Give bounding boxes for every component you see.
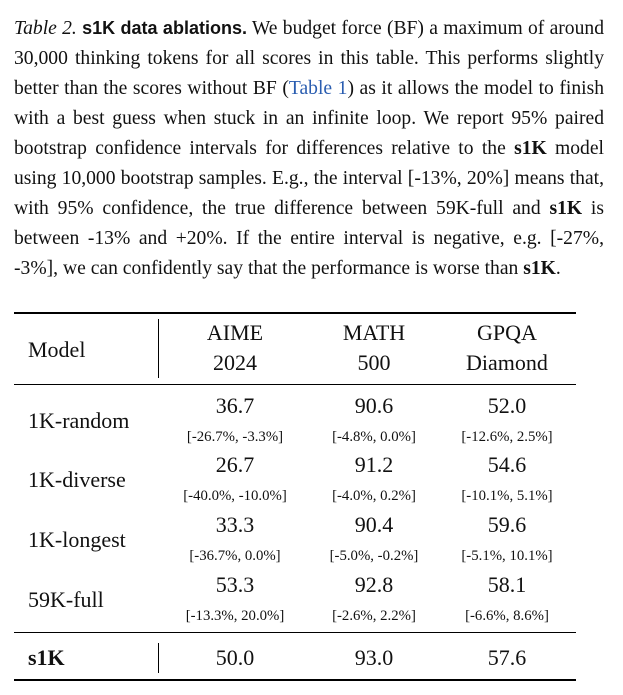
header-aime-line2: 2024 [213, 350, 257, 375]
row-aime-ci: [-40.0%, -10.0%] [183, 488, 287, 504]
caption-text-c: model using 10,000 bootstrap samples. E.g., the interval [-13%, 20%] means that, with 95% confidence, the true difference between 59K-full and [14, 138, 604, 219]
row-math-ci: [-5.0%, -0.2%] [329, 548, 419, 564]
row-gpqa-score: 58.1 [487, 572, 527, 597]
row-aime-score: 36.7 [215, 393, 255, 418]
caption-label: Table 2. [14, 18, 77, 39]
header-gpqa-line2: Diamond [466, 350, 548, 375]
row-math-score: 90.6 [354, 393, 394, 418]
caption-s1k-1: s1K [514, 138, 547, 159]
header-gpqa-line1: GPQA [477, 320, 537, 345]
header-column-separator [158, 319, 159, 378]
row-aime-ci: [-36.7%, 0.0%] [189, 548, 281, 564]
caption-s1k-2: s1K [549, 198, 583, 219]
row-aime-ci: [-13.3%, 20.0%] [185, 608, 285, 624]
row-math-ci: [-2.6%, 2.2%] [332, 608, 416, 624]
row-math-score: 90.4 [354, 512, 394, 537]
row-gpqa-score: 59.6 [487, 512, 527, 537]
table-top-rule [14, 312, 576, 314]
row-gpqa-score: 52.0 [487, 393, 527, 418]
row-model: 1K-random [28, 408, 130, 433]
row-gpqa-ci: [-5.1%, 10.1%] [461, 548, 553, 564]
row-model: 1K-longest [28, 527, 126, 552]
table-1-link[interactable]: Table 1 [288, 78, 348, 99]
row-model: 1K-diverse [28, 467, 126, 492]
header-math-line2: 500 [357, 350, 391, 375]
final-column-separator [158, 643, 159, 673]
caption-text-e: . [555, 258, 561, 279]
row-gpqa-ci: [-10.1%, 5.1%] [461, 488, 553, 504]
header-rule [14, 384, 576, 385]
table-caption [14, 13, 604, 284]
row-gpqa-ci: [-6.6%, 8.6%] [465, 608, 549, 624]
row-gpqa-score: 54.6 [487, 452, 527, 477]
row-gpqa-ci: [-12.6%, 2.5%] [461, 429, 553, 445]
caption-text-b: ) as it allows the model to finish with a best guess when stuck in an infinite loop. We report 95% paired bootstrap confidence intervals for differences relative to the [14, 78, 604, 159]
header-aime-line1: AIME [206, 320, 264, 345]
row-aime-ci: [-26.7%, -3.3%] [186, 429, 284, 445]
row-math-score: 92.8 [354, 572, 394, 597]
row-math-ci: [-4.8%, 0.0%] [332, 429, 416, 445]
row-math-ci: [-4.0%, 0.2%] [332, 488, 416, 504]
row-aime-score: 33.3 [215, 512, 255, 537]
final-gpqa-score: 57.6 [487, 645, 527, 670]
header-model: Model [28, 337, 86, 362]
row-aime-score: 26.7 [215, 452, 255, 477]
caption-title: s1K data ablations. [82, 18, 247, 38]
final-math-score: 93.0 [354, 645, 394, 670]
caption-text-d: is between -13% and +20%. If the entire interval is negative, e.g. [-27%, -3%], we can confidently say that the performance is worse than [14, 198, 604, 279]
row-model: 59K-full [28, 587, 104, 612]
caption-s1k-3: s1K [523, 258, 556, 279]
body-bottom-rule [14, 632, 576, 633]
final-row-model: s1K [28, 645, 65, 670]
table-bottom-rule [14, 679, 576, 681]
header-math-line1: MATH [342, 320, 406, 345]
row-math-score: 91.2 [354, 452, 394, 477]
caption-text-a: We budget force (BF) a maximum of around 30,000 thinking tokens for all scores in this table. This performs slightly better than the scores without BF ( [14, 18, 604, 99]
final-aime-score: 50.0 [215, 645, 255, 670]
row-aime-score: 53.3 [215, 572, 255, 597]
